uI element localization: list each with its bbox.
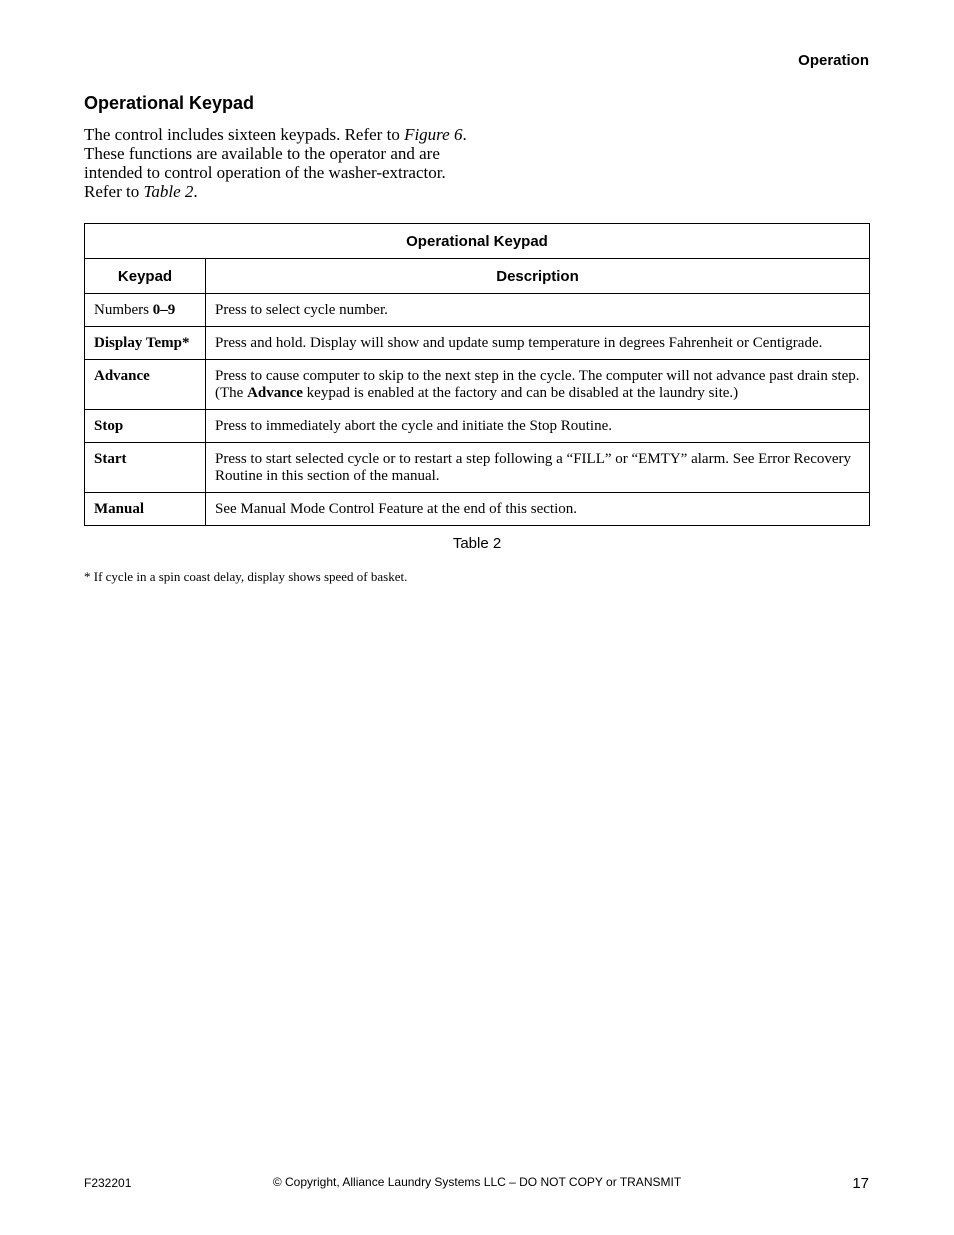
keypad-name: Stop — [94, 418, 124, 434]
table-row — [85, 493, 870, 526]
column-header-description: Description — [206, 259, 870, 294]
keypad-name: Manual — [94, 501, 145, 517]
page-number: 17 — [852, 1175, 869, 1192]
keypad-name: 0–9 — [152, 302, 176, 318]
intro-text-1: The control includes sixteen keypads. Refer to — [84, 125, 405, 144]
figure-reference: Figure 6 — [404, 125, 463, 144]
description-text: keypad is enabled at the factory and can be disabled at the laundry site.) — [302, 385, 739, 401]
intro-text-3: . — [193, 182, 198, 201]
description-bold: Advance — [247, 385, 303, 401]
keypad-cell — [85, 410, 206, 443]
table-label: Table 2 — [452, 535, 502, 552]
table-row — [85, 443, 870, 493]
keypad-name: Display Temp* — [94, 335, 190, 351]
description-cell — [206, 360, 870, 410]
intro-paragraph — [84, 125, 469, 201]
keypad-cell — [85, 294, 206, 327]
column-header-keypad: Keypad — [85, 259, 206, 294]
description-text: Press to cause computer to skip to the next step in the cycle. The computer will not advance past drain step. (The — [215, 368, 860, 401]
keypad-cell — [85, 327, 206, 360]
running-head: Operation — [798, 52, 869, 69]
keypad-cell — [85, 360, 206, 410]
keypad-name: Advance — [94, 368, 150, 384]
description-cell: Press to select cycle number. — [206, 294, 870, 327]
keypad-cell — [85, 443, 206, 493]
description-cell: Press to start selected cycle or to restart a step following a “FILL” or “EMTY” alarm. See Error Recovery Routine in this section of the manual. — [206, 443, 870, 493]
table-row — [85, 294, 870, 327]
keypad-name: Start — [94, 451, 127, 467]
table-row — [85, 360, 870, 410]
section-title: Operational Keypad — [84, 93, 255, 113]
table-reference: Table 2 — [143, 182, 194, 201]
keypad-prefix: Numbers — [94, 302, 153, 318]
description-cell: Press and hold. Display will show and update sump temperature in degrees Fahrenheit or Centigrade. — [206, 327, 870, 360]
keypad-cell — [85, 493, 206, 526]
description-cell: Press to immediately abort the cycle and initiate the Stop Routine. — [206, 410, 870, 443]
document-number: F232201 — [84, 1176, 132, 1190]
keypad-table — [84, 223, 870, 526]
intro-text-2: . These functions are available to the operator and are intended to control operation of the washer-extractor. Refer to — [84, 125, 467, 201]
table-row — [85, 327, 870, 360]
footnote: * If cycle in a spin coast delay, display shows speed of basket. — [84, 569, 408, 584]
table-caption: Operational Keypad — [85, 224, 870, 259]
table-row — [85, 410, 870, 443]
description-cell: See Manual Mode Control Feature at the end of this section. — [206, 493, 870, 526]
copyright-notice: © Copyright, Alliance Laundry Systems LLC – DO NOT COPY or TRANSMIT — [272, 1175, 682, 1189]
